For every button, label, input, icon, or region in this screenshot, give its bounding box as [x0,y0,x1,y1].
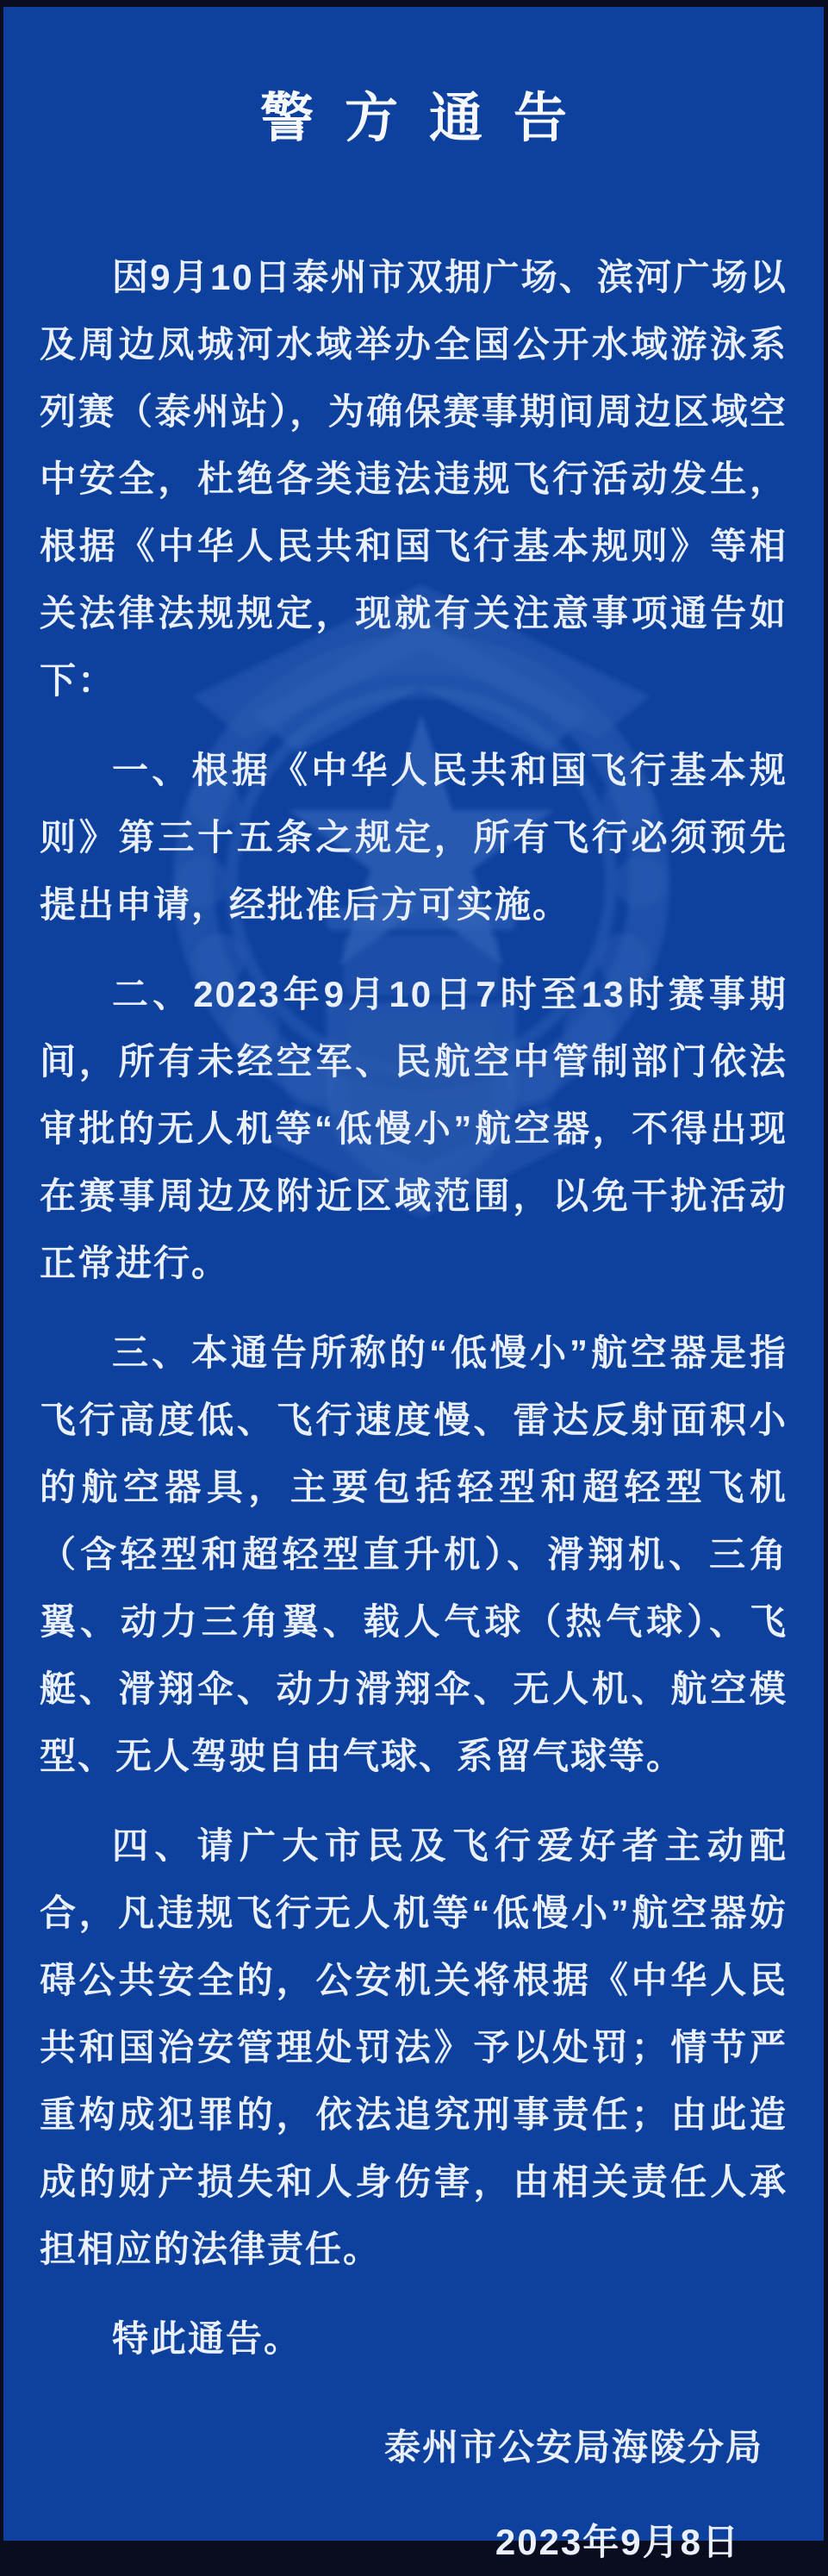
notice-paragraph-item-4: 四、请广大市民及飞行爱好者主动配合，凡违规飞行无人机等“低慢小”航空器妨碍公共安全的，公安机关将根据《中华人民共和国治安管理处罚法》予以处罚；情节严重构成犯罪的，依法追究刑事责任；由此造成的财产损失和人身伤害，由相关责任人承担相应的法律责任。 [40,1825,788,2269]
notice-title: 警方通告 [259,89,598,148]
notice-date: 2023年9月8日 [495,2522,740,2562]
issuing-authority: 泰州市公安局海陵分局 [383,2427,763,2467]
notice-paragraph-intro: 因9月10日泰州市双拥广场、滨河广场以及周边凤城河水域举办全国公开水域游泳系列赛（泰州站），为确保赛事期间周边区域空中安全，杜绝各类违法违规飞行活动发生，根据《中华人民共和国飞行基本规则》等相关法律法规规定，现就有关注意事项通告如下： [40,257,788,701]
notice-content [3,7,824,2576]
notice-paragraph-item-1: 一、根据《中华人民共和国飞行基本规则》第三十五条之规定，所有飞行必须预先提出申请，经批准后方可实施。 [40,750,788,925]
notice-paragraph-item-3: 三、本通告所称的“低慢小”航空器是指飞行高度低、飞行速度慢、雷达反射面积小的航空器具，主要包括轻型和超轻型飞机（含轻型和超轻型直升机）、滑翔机、三角翼、动力三角翼、载人气球（热气球）、飞艇、滑翔伞、动力滑翔伞、无人机、航空模型、无人驾驶自由气球、系留气球等。 [40,1332,788,1776]
notice-card [3,7,824,2562]
notice-paragraph-item-2: 二、2023年9月10日7时至13时赛事期间，所有未经空军、民航空中管制部门依法审批的无人机等“低慢小”航空器，不得出现在赛事周边及附近区域范围，以免干扰活动正常进行。 [40,974,788,1283]
notice-closing: 特此通告。 [112,2318,302,2359]
notice-body [40,244,788,2373]
